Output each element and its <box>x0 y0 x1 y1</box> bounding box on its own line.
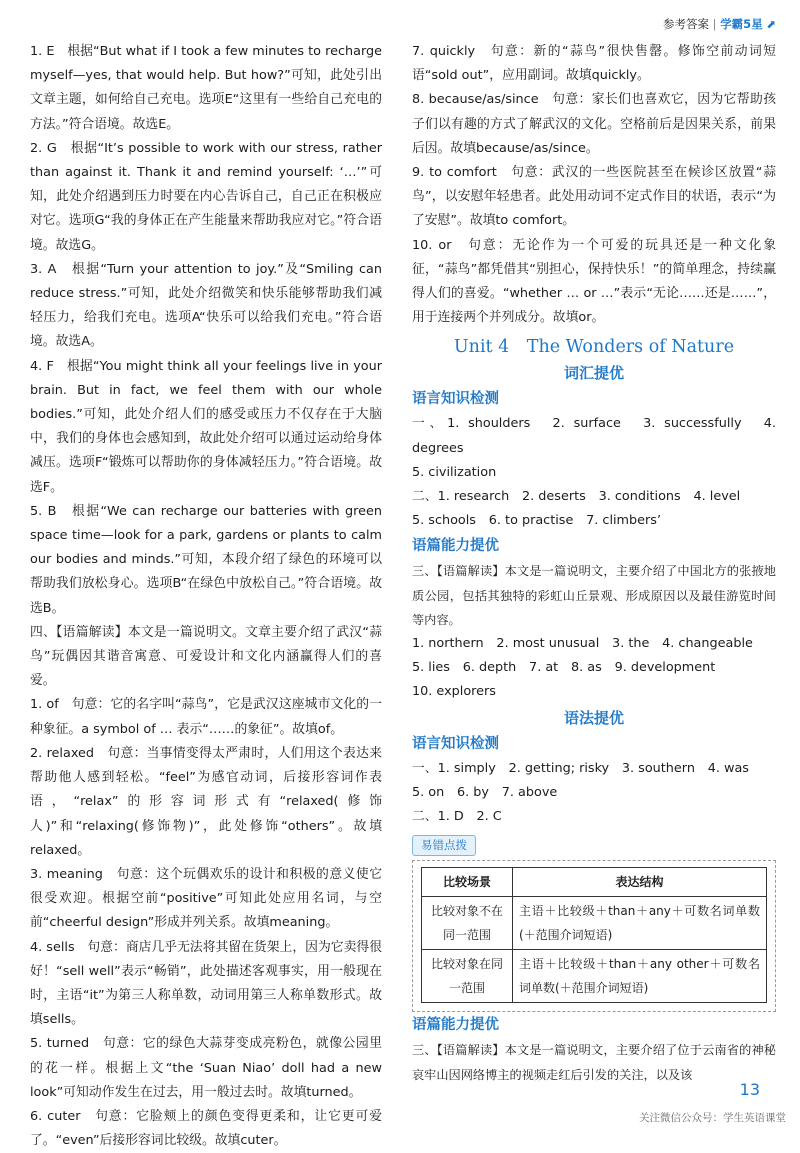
cloze-answer-1: 1. of 句意：它的名字叫“蒜鸟”，它是武汉这座城市文化的一种象征。a symbol of … 表示“……的象征”。故填of。 <box>30 697 382 737</box>
vocab-line-1: 一、1. shoulders 2. surface 3. successfully 4. degrees <box>412 416 776 456</box>
cloze-answer-7: 7. quickly 句意：新的“蒜鸟”很快售罄。修饰空前动词短语“sold out”，应用副词。故填quickly。 <box>412 44 776 84</box>
page-number: 13 <box>739 1080 760 1099</box>
table-cell: 主语＋比较级＋than＋any other＋可数名词单数(＋范围介词短语) <box>513 950 767 1003</box>
cloze-answer-8: 8. because/as/since 句意：家长们也喜欢它，因为它帮助孩子们以有趣的方式了解武汉的文化。空格前后是因果关系，前果后因。故填because/as/since。 <box>412 92 776 156</box>
cloze-answer-3: 3. meaning 句意：这个玩偶欢乐的设计和积极的意义使它很受欢迎。根据空前“positive”可知此处应用名词，与空前“cheerful design”形成并列关系。故填meaning。 <box>30 866 382 931</box>
table-header-row <box>422 868 767 897</box>
cloze-answer-9: 9. to comfort 句意：武汉的一些医院甚至在候诊区放置“蒜鸟”，以安慰年轻患者。此处用动词不定式作目的状语，表示“为了安慰”。故填to comfort。 <box>412 165 776 229</box>
table-cell: 比较对象在同一范围 <box>422 950 513 1003</box>
answer-1: 1. E 根据“But what if I took a few minutes to recharge myself—yes, that would help. But how?”可知，此处引出文章主题，如何给自己充电。选项E“这里有一些给自己充电的方法。”符合语境。故选E。 <box>30 44 382 132</box>
cloze-answer-6: 6. cuter 句意：它脸颊上的颜色变得更柔和，让它更可爱了。“even”后接形容词比较级。故填cuter。 <box>30 1108 382 1149</box>
cloze-answer-10: 10. or 句意：无论作为一个可爱的玩具还是一种文化象征，“蒜鸟”都凭借其“别担心，保持快乐！”的简单理念，持续赢得人们的喜爱。“whether … or …”表示“无论……还是……”，用于连接两个并列成分。故填or。 <box>412 237 776 326</box>
grammar-line-3: 二、1. D 2. C <box>412 809 502 825</box>
answer-label: 参考答案 <box>663 17 709 31</box>
grammar-section-title: 语法提优 <box>563 708 624 727</box>
table-cell: 主语＋比较级＋than＋any＋可数名词单数(＋范围介词短语) <box>513 897 767 950</box>
tip-box <box>412 860 776 1012</box>
footer-text: 关注微信公众号：学生英语课堂 <box>639 1112 786 1124</box>
vocab-section-title: 词汇提优 <box>563 364 624 383</box>
tip-badge: 易错点拨 <box>412 835 476 856</box>
table-row <box>422 950 767 1003</box>
answer-2: 2. G 根据“It’s possible to work with our stress, rather than against it. Thank it and remind yourself: ‘…’”可知，此处介绍遇到压力时要在内心告诉自己，自己正在积极应对它。选项G“我的身体正在产生能量来帮助我应对它。”符合语境。故选G。 <box>30 140 382 253</box>
page-header <box>663 16 776 32</box>
vocab-line-2: 5. civilization <box>412 464 497 480</box>
vocab-line-4: 5. schools 6. to practise 7. climbers’ <box>412 513 662 529</box>
table-cell: 比较对象不在同一范围 <box>422 897 513 950</box>
grammar-knowledge-title: 语言知识检测 <box>412 735 499 752</box>
table-header: 比较场景 <box>422 868 513 897</box>
unit-title: Unit 4 The Wonders of Nature <box>453 337 735 358</box>
brand-bird-icon: ⬈ <box>766 17 776 31</box>
reading-note-4: 四、【语篇解读】本文是一篇说明文。文章主要介绍了武汉“蒜鸟”玩偶因其谐音寓意、可爱设计和文化内涵赢得人们的喜爱。 <box>30 624 382 689</box>
vocab-ability-title: 语篇能力提优 <box>412 538 499 555</box>
grammar-reading-note: 三、【语篇解读】本文是一篇说明文，主要介绍了位于云南省的神秘哀牢山因网络博主的视频走红后引发的关注，以及该 <box>412 1043 776 1082</box>
vocab-answer-line-3: 10. explorers <box>412 684 496 700</box>
table-header: 表达结构 <box>513 868 767 897</box>
answer-5: 5. B 根据“We can recharge our batteries with green space time—look for a park, gardens or plants to calm our bodies and minds.”可知，本段介绍了绿色的环境可以帮助我们放松身心。选项B“在绿色中放松自己。”符合语境。故选B。 <box>30 503 382 616</box>
cloze-answer-2: 2. relaxed 句意：当事情变得太严肃时，人们用这个表达来帮助他人感到轻松。“feel”为感官动词，后接形容词作表语，“relax”的形容词形式有“relaxed(修饰人)”和“relaxing(修饰物)”，此处修饰“others”。故填relaxed。 <box>30 745 382 858</box>
grammar-line-1: 一、1. simply 2. getting; risky 3. southern 4. was <box>412 760 749 776</box>
answer-3: 3. A 根据“Turn your attention to joy.”及“Smiling can reduce stress.”可知，此处介绍微笑和快乐能够帮助我们减轻压力，给我们充电。选项A“快乐可以给我们充电。”符合语境。故选A。 <box>30 261 382 350</box>
grammar-ability-title: 语篇能力提优 <box>412 1017 499 1034</box>
vocab-knowledge-title: 语言知识检测 <box>412 391 499 408</box>
vocab-answer-line-1: 1. northern 2. most unusual 3. the 4. changeable <box>412 636 753 652</box>
comparison-table <box>421 867 767 1003</box>
header-separator: | <box>712 17 717 31</box>
vocab-line-3: 二、1. research 2. deserts 3. conditions 4. level <box>412 489 741 505</box>
left-column <box>30 40 382 1153</box>
table-row <box>422 897 767 950</box>
cloze-answer-4: 4. sells 句意：商店几乎无法将其留在货架上，因为它卖得很好！“sell well”表示“畅销”，此处描述客观事实，用一般现在时，主语“it”为第三人称单数，动词用第三人称单数形式。故填sells。 <box>30 939 382 1028</box>
vocab-answer-line-2: 5. lies 6. depth 7. at 8. as 9. development <box>412 660 716 676</box>
right-column <box>412 40 776 1087</box>
cloze-answer-5: 5. turned 句意：它的绿色大蒜芽变成亮粉色，就像公园里的花一样。根据上文“the ‘Suan Niao’ doll had a new look”可知动作发生在过去，用一般过去时。故填turned。 <box>30 1036 382 1100</box>
grammar-line-2: 5. on 6. by 7. above <box>412 784 558 800</box>
vocab-reading-note: 三、【语篇解读】本文是一篇说明文，主要介绍了中国北方的张掖地质公园，包括其独特的彩虹山丘景观、形成原因以及最佳游览时间等内容。 <box>412 564 776 627</box>
answer-4: 4. F 根据“You might think all your feelings live in your brain. But in fact, we feel them with our whole bodies.”可知，此处介绍人们的感受或压力不仅存在于大脑中，我们的身体也会感知到，故此处介绍可以通过运动给身体减压。选项F“锻炼可以帮助你的身体减轻压力。”符合语境。故选F。 <box>30 358 382 495</box>
brand-name: 学霸5星 <box>720 17 763 31</box>
